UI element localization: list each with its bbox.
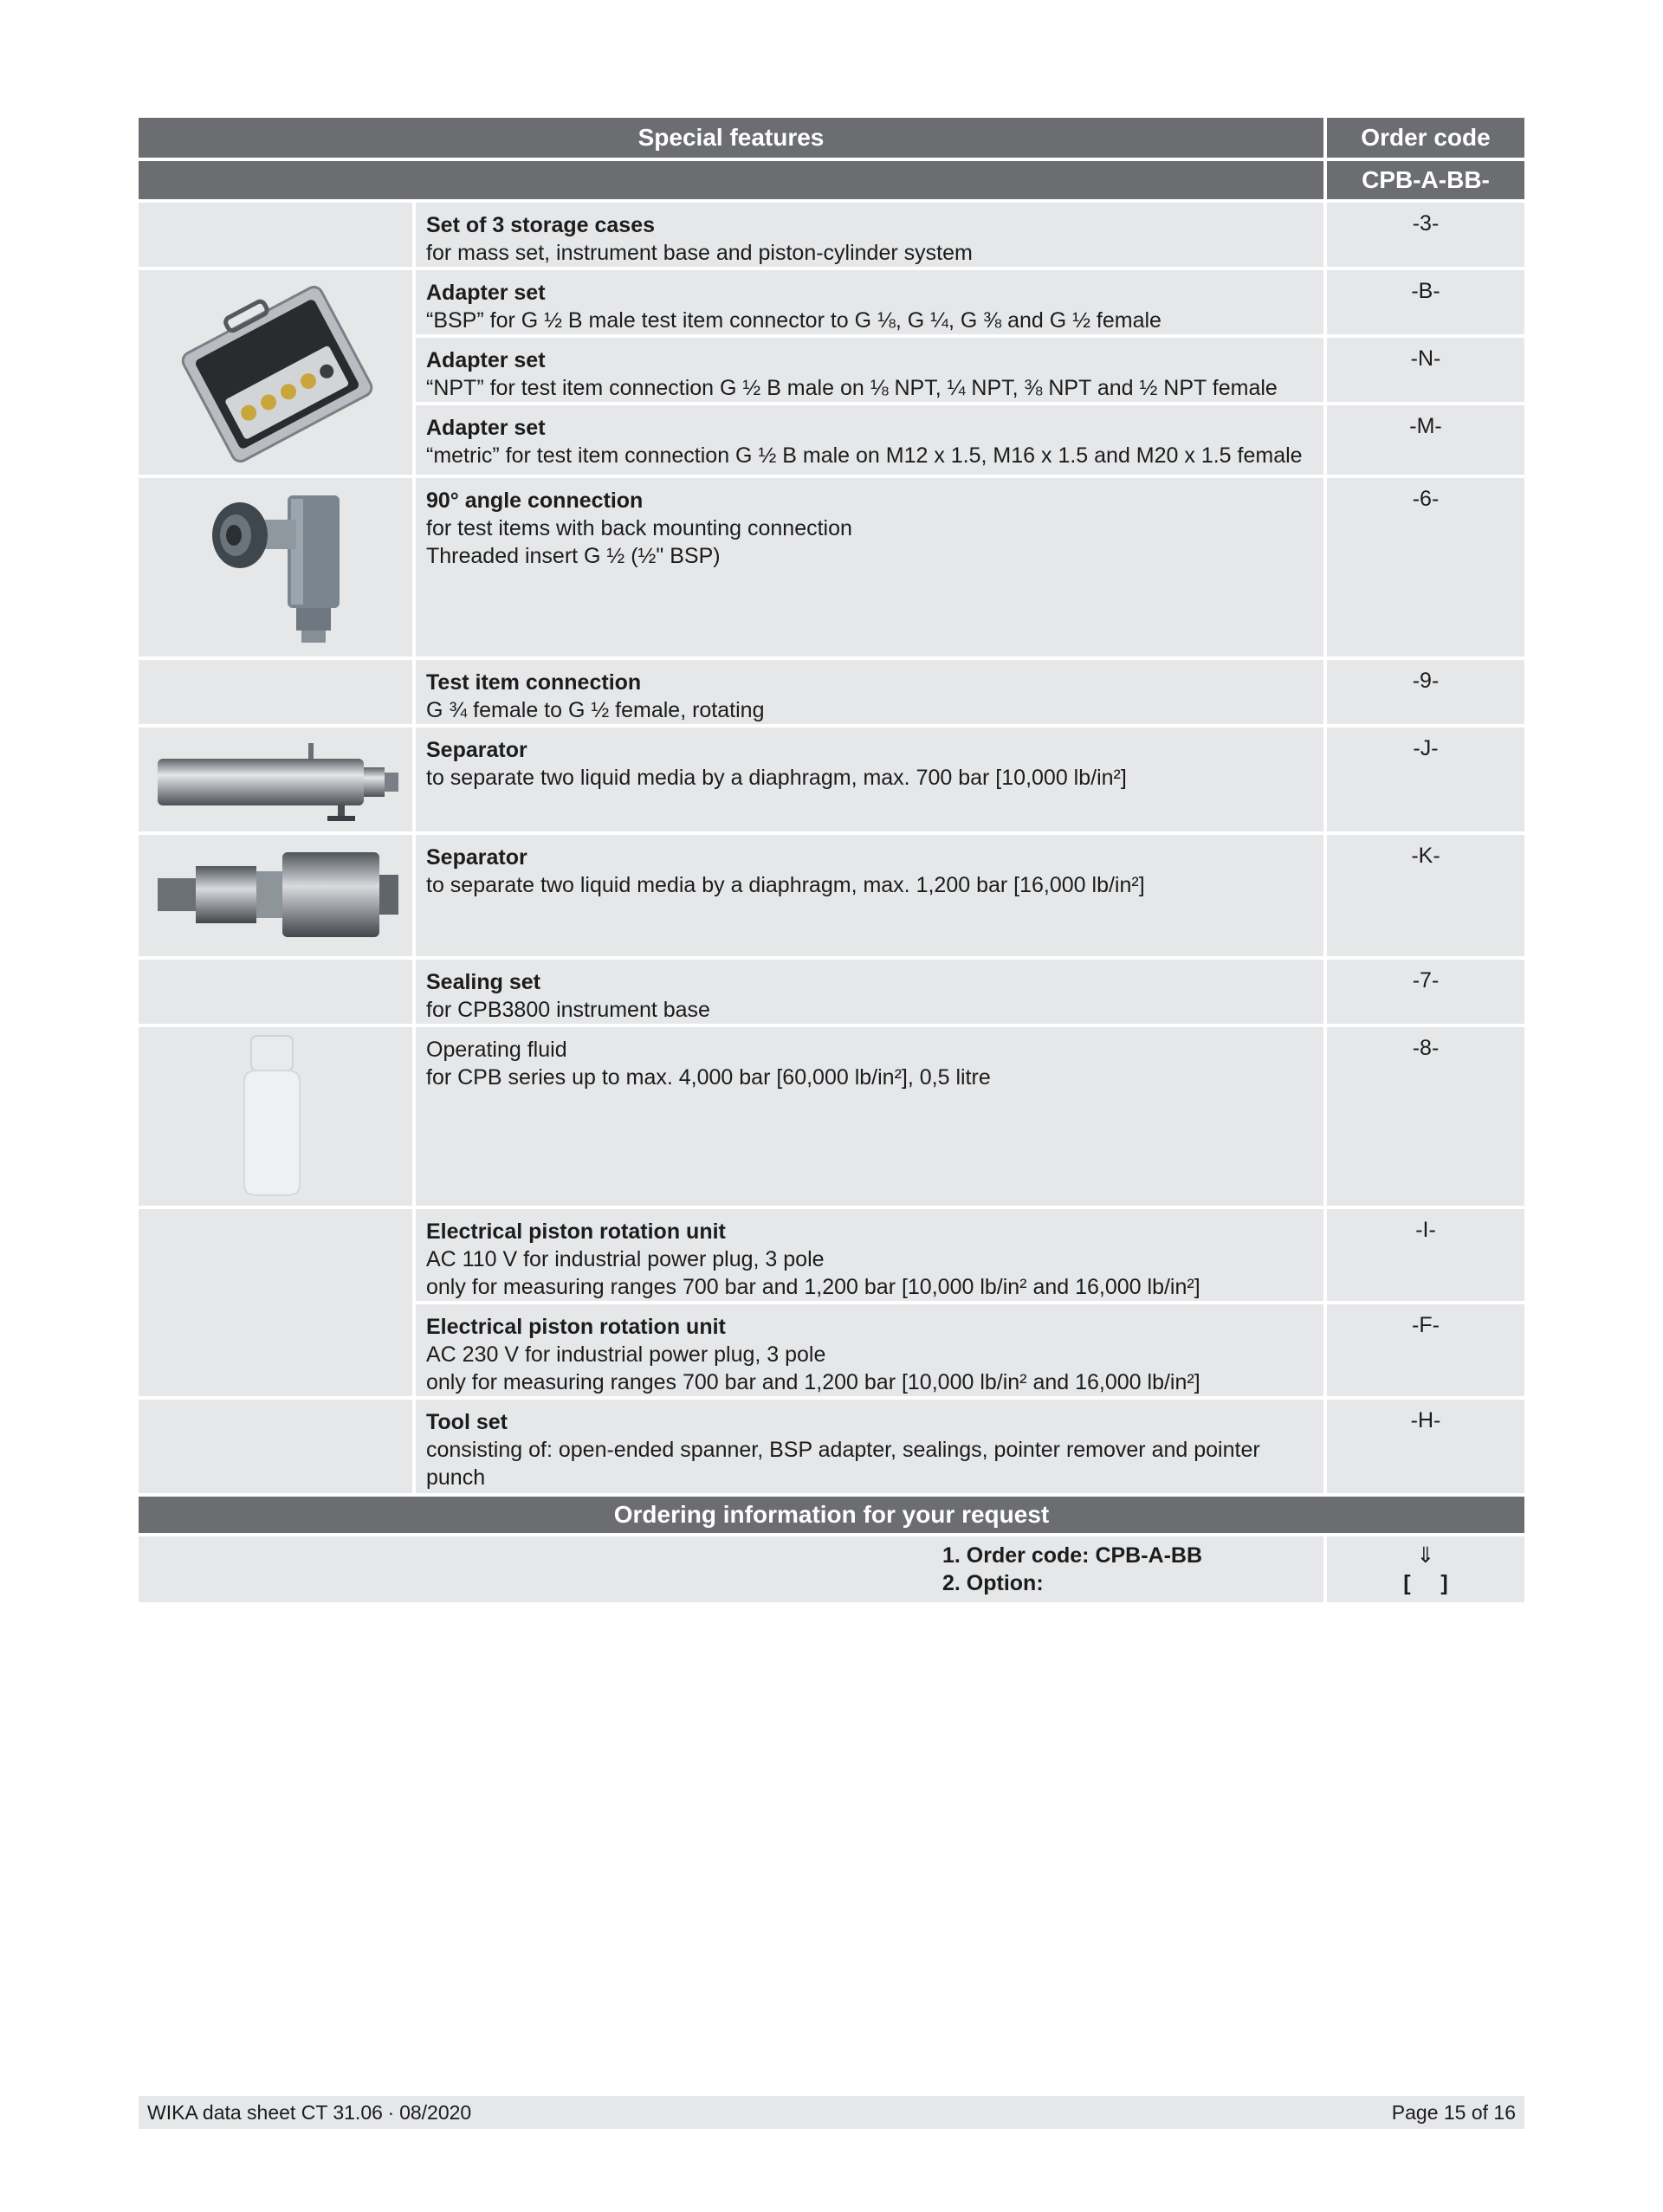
- separator-1200-image: [154, 840, 402, 949]
- order-code-header: Order code: [1327, 118, 1524, 158]
- feature-sealing-set: [416, 960, 1323, 1024]
- feature-line: G ¾ female to G ½ female, rotating: [426, 698, 765, 722]
- feature-title: Separator: [426, 738, 527, 762]
- feature-code: -H-: [1410, 1408, 1441, 1433]
- feature-title: Electrical piston rotation unit: [426, 1315, 726, 1339]
- feature-code: -3-: [1412, 211, 1440, 236]
- feature-line: punch: [426, 1465, 486, 1490]
- feature-title: Test item connection: [426, 670, 642, 695]
- feature-angle-connection: [416, 478, 1323, 570]
- feature-line: only for measuring ranges 700 bar and 1,200 bar [10,000 lb/in² and 16,000 lb/in²]: [426, 1370, 1200, 1394]
- image-cell-storage: [139, 203, 412, 267]
- feature-adapter-metric: [416, 405, 1323, 469]
- special-features-header: Special features: [139, 118, 1323, 158]
- option-input-bracket[interactable]: [ ]: [1403, 1571, 1448, 1595]
- feature-storage-cases: [416, 203, 1323, 267]
- feature-title: Adapter set: [426, 281, 546, 305]
- order-code-prefix: CPB-A-BB-: [1327, 161, 1524, 199]
- feature-line: consisting of: open-ended spanner, BSP adapter, sealings, pointer remover and pointer: [426, 1438, 1260, 1462]
- feature-line: Threaded insert G ½ (½" BSP): [426, 544, 721, 568]
- feature-operating-fluid: [416, 1027, 1323, 1091]
- feature-line: AC 110 V for industrial power plug, 3 pole: [426, 1247, 825, 1271]
- feature-line: “BSP” for G ½ B male test item connector to G ⅛, G ¼, G ⅜ and G ½ female: [426, 308, 1162, 333]
- feature-code: -M-: [1409, 414, 1442, 438]
- feature-line: for test items with back mounting connection: [426, 516, 852, 540]
- feature-adapter-bsp: [416, 270, 1323, 334]
- feature-line: for mass set, instrument base and piston-cylinder system: [426, 241, 973, 265]
- feature-title: 90° angle connection: [426, 488, 644, 513]
- image-cell-tool: [139, 1400, 412, 1493]
- feature-title: Separator: [426, 845, 527, 870]
- subheader-spacer: [139, 161, 1323, 199]
- order-code-line: 1. Order code: CPB-A-BB: [942, 1543, 1203, 1568]
- ordering-info-header: Ordering information for your request: [139, 1497, 1524, 1533]
- page-footer: [139, 2096, 1524, 2129]
- feature-line: to separate two liquid media by a diaphragm, max. 700 bar [10,000 lb/in²]: [426, 766, 1127, 790]
- feature-line: “metric” for test item connection G ½ B male on M12 x 1.5, M16 x 1.5 and M20 x 1.5 female: [426, 443, 1303, 468]
- feature-code: -7-: [1412, 968, 1440, 993]
- footer-page-number: Page 15 of 16: [1391, 2101, 1516, 2124]
- feature-code: -J-: [1413, 736, 1439, 760]
- image-cell-test-item: [139, 660, 412, 724]
- feature-line: only for measuring ranges 700 bar and 1,200 bar [10,000 lb/in² and 16,000 lb/in²]: [426, 1275, 1200, 1299]
- feature-code: -8-: [1412, 1036, 1440, 1060]
- feature-tool-set: [416, 1400, 1323, 1491]
- adapter-case-image: [173, 279, 381, 469]
- feature-title: Adapter set: [426, 348, 546, 372]
- feature-electrical-230: [416, 1304, 1323, 1396]
- feature-title: Sealing set: [426, 970, 540, 994]
- feature-line: for CPB3800 instrument base: [426, 998, 710, 1022]
- feature-code: -I-: [1415, 1218, 1436, 1242]
- feature-code: -F-: [1412, 1313, 1440, 1337]
- angle-connection-image: [201, 485, 357, 650]
- feature-line: “NPT” for test item connection G ½ B male on ⅛ NPT, ¼ NPT, ⅜ NPT and ½ NPT female: [426, 376, 1278, 400]
- feature-code: -9-: [1412, 669, 1440, 693]
- fluid-bottle-image: [232, 1031, 319, 1200]
- feature-line: for CPB series up to max. 4,000 bar [60,000 lb/in²], 0,5 litre: [426, 1065, 991, 1090]
- feature-line: to separate two liquid media by a diaphragm, max. 1,200 bar [16,000 lb/in²]: [426, 873, 1145, 897]
- feature-code: -N-: [1410, 346, 1441, 371]
- down-arrow-icon: ⇓: [1416, 1543, 1435, 1568]
- feature-title: Electrical piston rotation unit: [426, 1219, 726, 1244]
- feature-line: AC 230 V for industrial power plug, 3 pole: [426, 1342, 826, 1367]
- feature-test-item-connection: [416, 660, 1323, 724]
- feature-line: Operating fluid: [426, 1038, 567, 1062]
- feature-code: -K-: [1411, 844, 1440, 868]
- image-cell-electrical: [139, 1209, 412, 1396]
- feature-code: -B-: [1411, 279, 1440, 303]
- feature-title: Adapter set: [426, 416, 546, 440]
- feature-adapter-npt: [416, 338, 1323, 402]
- feature-title: Tool set: [426, 1410, 508, 1434]
- feature-separator-1200: [416, 835, 1323, 899]
- feature-code: -6-: [1412, 487, 1440, 511]
- option-line: 2. Option:: [942, 1571, 1044, 1595]
- image-cell-sealing: [139, 960, 412, 1024]
- feature-title: Set of 3 storage cases: [426, 213, 656, 237]
- footer-datasheet-ref: WIKA data sheet CT 31.06 ∙ 08/2020: [147, 2101, 472, 2124]
- separator-700-image: [154, 736, 402, 823]
- feature-electrical-110: [416, 1209, 1323, 1301]
- feature-separator-700: [416, 728, 1323, 792]
